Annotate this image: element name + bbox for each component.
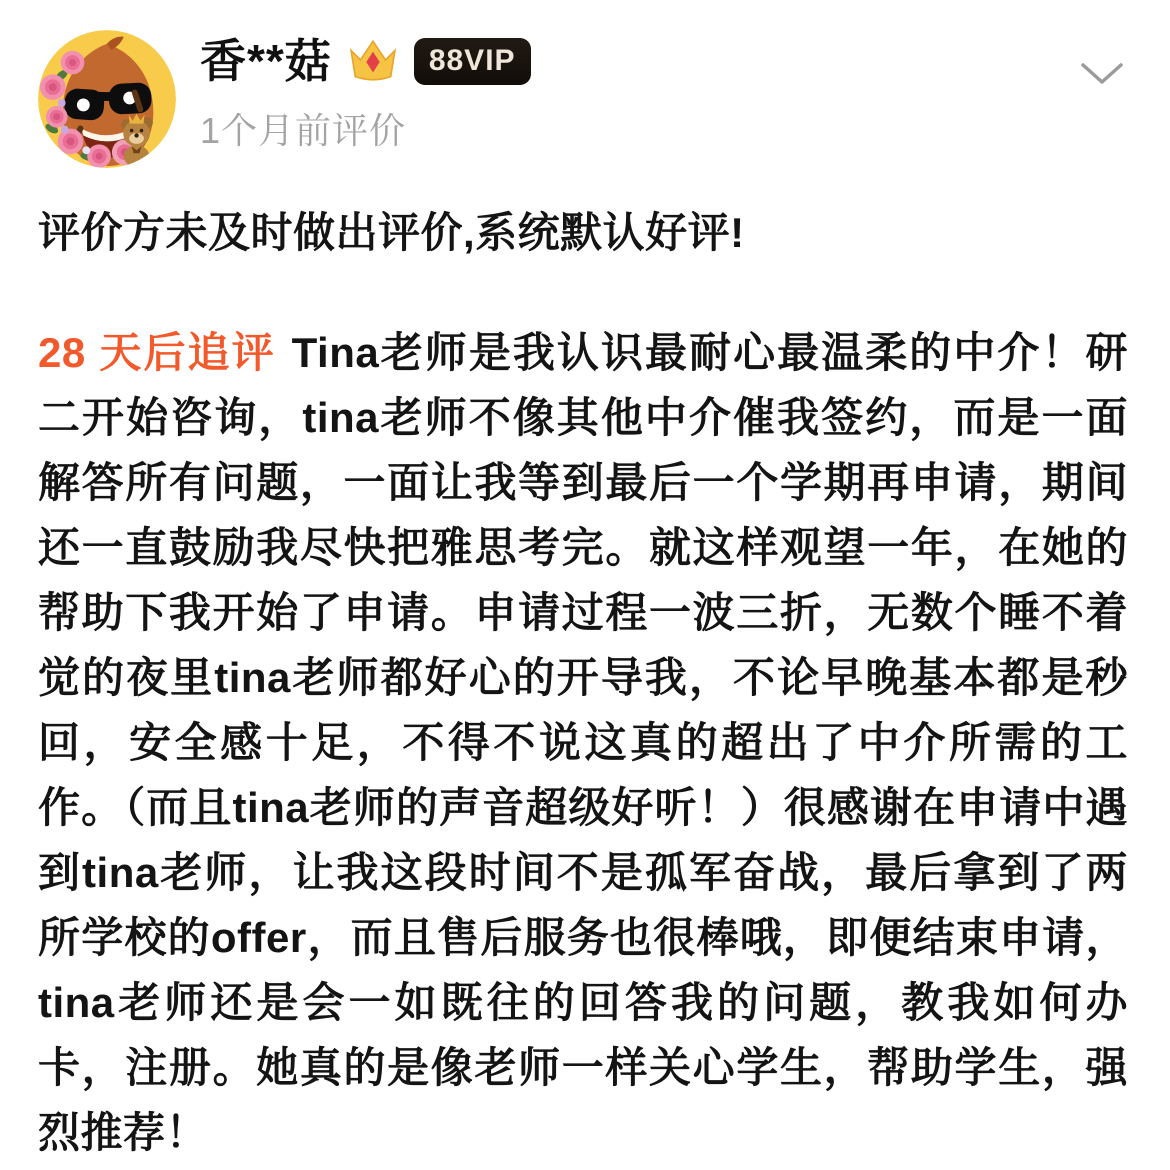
username: 香**菇 bbox=[200, 35, 332, 87]
collapse-button[interactable] bbox=[1078, 56, 1126, 92]
followup-review bbox=[38, 320, 1128, 1165]
user-info bbox=[200, 30, 1128, 154]
default-review-text: 评价方未及时做出评价,系统默认好评! bbox=[38, 209, 745, 256]
followup-review-text: Tina老师是我认识最耐心最温柔的中介！研二开始咨询，tina老师不像其他中介催我签约，而是一面解答所有问题，一面让我等到最后一个学期再申请，期间还一直鼓励我尽快把雅思考完。就这样观望一年，在她的帮助下我开始了申请。申请过程一波三折，无数个睡不着觉的夜里tina老师都好心的开导我，不论早晚基本都是秒回，安全感十足，不得不说这真的超出了中介所需的工作。（而且tina老师的声音超级好听！）很感谢在申请中遇到tina老师，让我这段时间不是孤军奋战，最后拿到了两所学校的offer，而且售后服务也很棒哦，即便结束申请，tina老师还是会一如既往的回答我的问题，教我如何办卡，注册。她真的是像老师一样关心学生，帮助学生，强烈推荐！ bbox=[38, 329, 1128, 1156]
avatar-illustration bbox=[38, 30, 176, 168]
chevron-down-icon bbox=[1079, 61, 1125, 87]
vip-badge: 88VIP bbox=[414, 38, 531, 85]
crown-icon bbox=[348, 38, 398, 84]
review-timestamp: 1个月前评价 bbox=[200, 109, 407, 151]
name-row bbox=[200, 36, 1128, 87]
user-avatar[interactable] bbox=[38, 30, 176, 168]
followup-label: 28 天后追评 bbox=[38, 329, 276, 376]
review-header bbox=[38, 30, 1128, 168]
